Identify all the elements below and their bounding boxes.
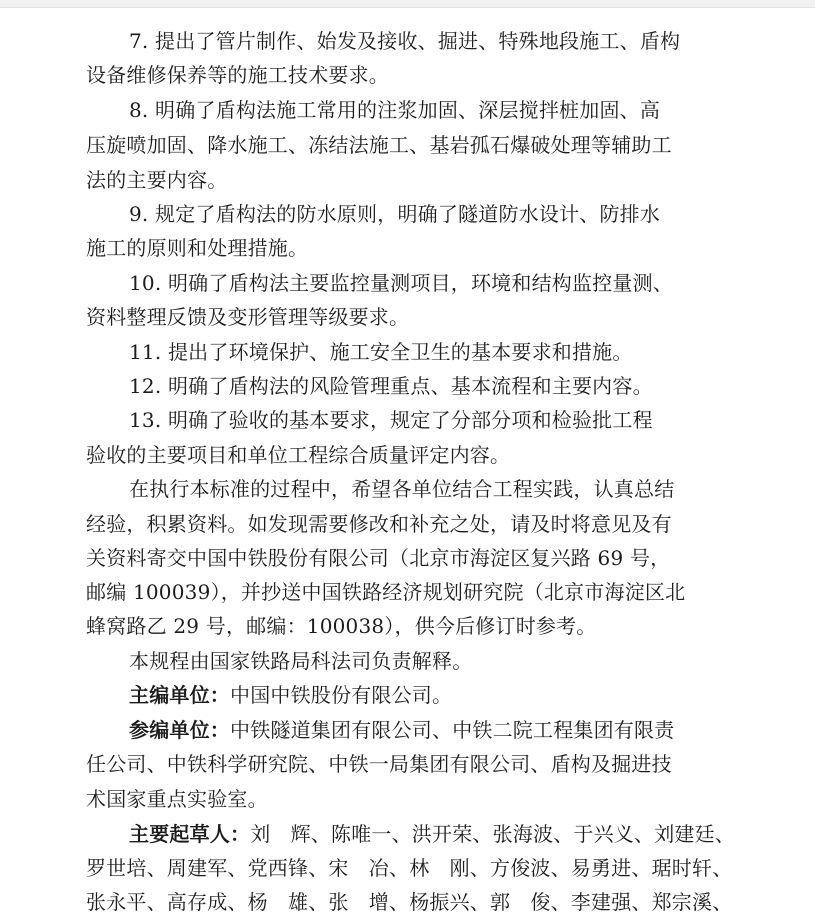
- paragraph-line: 压旋喷加固、降水施工、冻结法施工、基岩孤石爆破处理等辅助工: [86, 133, 672, 157]
- paragraph-line: 设备维修保养等的施工技术要求。: [86, 63, 389, 87]
- paragraph-line-10: 10. 明确了盾构法主要监控量测项目，环境和结构监控量测、: [129, 271, 673, 295]
- drafters-line: 罗世培、周建军、党西锋、宋 冶、林 刚、方俊波、易勇进、琚时轩、: [86, 856, 733, 880]
- paragraph-line-9: 9. 规定了盾构法的防水原则，明确了隧道防水设计、防排水: [129, 202, 661, 226]
- chief-editor-line: [129, 678, 452, 712]
- participants-label: 参编单位：: [129, 718, 230, 742]
- paragraph-line: 蜂窝路乙 29 号，邮编：100038），供今后修订时参考。: [86, 614, 597, 638]
- drafters-line: [129, 817, 735, 851]
- paragraph-line-12: 12. 明确了盾构法的风险管理重点、基本流程和主要内容。: [129, 374, 653, 398]
- paragraph-line-8: 8. 明确了盾构法施工常用的注浆加固、深层搅拌桩加固、高: [129, 98, 661, 122]
- paragraph-line: 关资料寄交中国中铁股份有限公司（北京市海淀区复兴路 69 号，: [86, 546, 671, 570]
- participants-line: 术国家重点实验室。: [86, 787, 268, 811]
- participants-value: 中铁隧道集团有限公司、中铁二院工程集团有限责: [230, 718, 675, 742]
- drafters-value: 刘 辉、陈唯一、洪开荣、张海波、于兴义、刘建廷、: [250, 822, 736, 846]
- paragraph-line: 法的主要内容。: [86, 168, 228, 192]
- paragraph-line-7: 7. 提出了管片制作、始发及接收、掘进、特殊地段施工、盾构: [129, 29, 681, 53]
- paragraph-line: 资料整理反馈及变形管理等级要求。: [86, 305, 410, 329]
- participants-line: 任公司、中铁科学研究院、中铁一局集团有限公司、盾构及掘进技: [86, 752, 672, 776]
- paragraph-line: 经验，积累资料。如发现需要修改和补充之处，请及时将意见及有: [86, 512, 672, 536]
- paragraph-line: 验收的主要项目和单位工程综合质量评定内容。: [86, 443, 511, 467]
- paragraph-line-interpretation: 本规程由国家铁路局科法司负责解释。: [129, 649, 473, 673]
- drafters-line: 张永平、高存成、杨 雄、张 增、杨振兴、郭 俊、李建强、郑宗溪、: [86, 890, 733, 914]
- paragraph-line-13: 13. 明确了验收的基本要求，规定了分部分项和检验批工程: [129, 408, 653, 432]
- paragraph-line: 施工的原则和处理措施。: [86, 236, 309, 260]
- paragraph-line: 邮编 100039），并抄送中国铁路经济规划研究院（北京市海淀区北: [86, 580, 686, 604]
- drafters-label: 主要起草人：: [129, 822, 251, 846]
- paragraph-line-closing: 在执行本标准的过程中，希望各单位结合工程实践，认真总结: [129, 477, 675, 501]
- chief-editor-label: 主编单位：: [129, 683, 230, 707]
- chief-editor-value: 中国中铁股份有限公司。: [230, 683, 453, 707]
- participants-line: [129, 713, 674, 747]
- paragraph-line-11: 11. 提出了环境保护、施工安全卫生的基本要求和措施。: [129, 340, 633, 364]
